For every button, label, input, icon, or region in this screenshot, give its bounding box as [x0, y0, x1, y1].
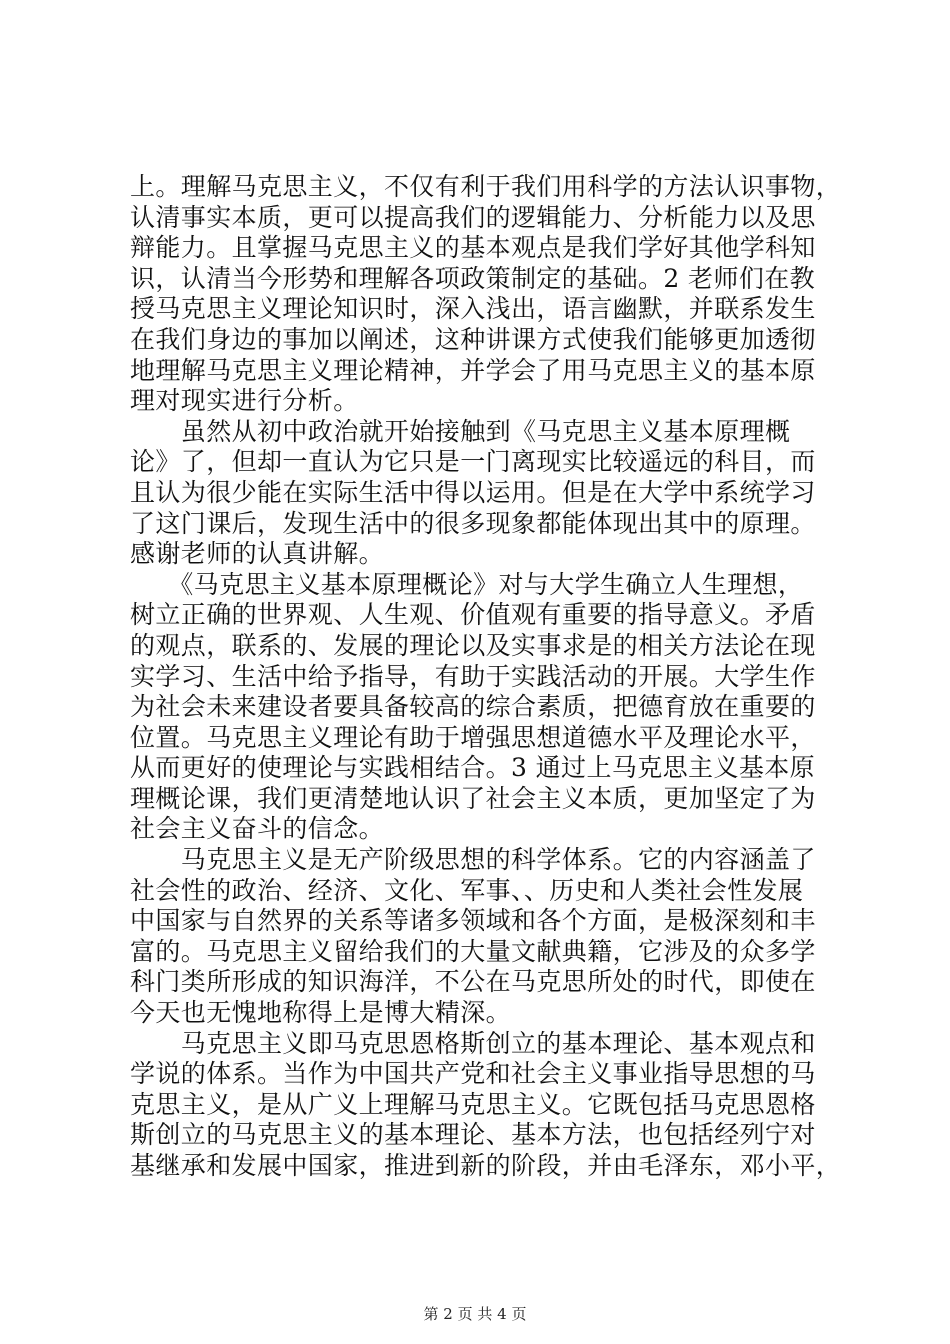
text-line: 社会主义奋斗的信念。	[130, 814, 385, 844]
text-line: 基继承和发展中国家，推进到新的阶段，并由毛泽东，邓小平，	[130, 1151, 842, 1180]
text-line: 马克思主义即马克思恩格斯创立的基本理论、基本观点和	[130, 1028, 816, 1058]
text-line: 实学习、生活中给予指导，有助于实践活动的开展。大学生作	[130, 661, 816, 691]
text-line: 位置。马克思主义理论有助于增强思想道德水平及理论水平，	[130, 722, 816, 752]
text-line: 从而更好的使理论与实践相结合。3 通过上马克思主义基本原	[130, 753, 816, 783]
page-footer	[0, 1304, 950, 1324]
text-line: 在我们身边的事加以阐述，这种讲课方式使我们能够更加透彻	[130, 324, 816, 354]
text-line: 论》了，但却一直认为它只是一门离现实比较遥远的科目，而	[130, 447, 816, 477]
text-line: 地理解马克思主义理论精神，并学会了用马克思主义的基本原	[130, 355, 816, 385]
text-line: 授马克思主义理论知识时，深入浅出，语言幽默，并联系发生	[130, 294, 816, 324]
text-line: 斯创立的马克思主义的基本理论、基本方法，也包括经列宁对	[130, 1120, 816, 1150]
text-line: 为社会未来建设者要具备较高的综合素质，把德育放在重要的	[130, 692, 816, 722]
text-line: 《马克思主义基本原理概论》对与大学生确立人生理想，	[130, 569, 804, 599]
page-number: 第 2 页 共 4 页	[423, 1305, 527, 1323]
text-line: 学说的体系。当作为中国共产党和社会主义事业指导思想的马	[130, 1059, 816, 1089]
text-line: 富的。马克思主义留给我们的大量文献典籍，它涉及的众多学	[130, 936, 816, 966]
text-line: 了这门课后，发现生活中的很多现象都能体现出其中的原理。	[130, 508, 816, 538]
text-line: 虽然从初中政治就开始接触到《马克思主义基本原理概	[130, 416, 791, 446]
text-line: 的观点，联系的、发展的理论以及实事求是的相关方法论在现	[130, 630, 816, 660]
text-line: 中国家与自然界的关系等诸多领域和各个方面，是极深刻和丰	[130, 906, 816, 936]
text-line: 社会性的政治、经济、文化、军事、、历史和人类社会性发展	[130, 875, 804, 905]
text-line: 感谢老师的认真讲解。	[130, 539, 385, 569]
text-line: 理概论课，我们更清楚地认识了社会主义本质，更加坚定了为	[130, 783, 816, 813]
text-line: 马克思主义是无产阶级思想的科学体系。它的内容涵盖了	[130, 845, 816, 875]
text-line: 识，认清当今形势和理解各项政策制定的基础。2 老师们在教	[130, 263, 816, 293]
text-line: 树立正确的世界观、人生观、价值观有重要的指导意义。矛盾	[130, 600, 816, 630]
text-line: 辩能力。且掌握马克思主义的基本观点是我们学好其他学科知	[130, 233, 816, 263]
text-line: 今天也无愧地称得上是博大精深。	[130, 998, 512, 1028]
text-line: 且认为很少能在实际生活中得以运用。但是在大学中系统学习	[130, 477, 816, 507]
text-line: 认清事实本质，更可以提高我们的逻辑能力、分析能力以及思	[130, 202, 816, 232]
body-text	[130, 172, 842, 1182]
text-line: 克思主义，是从广义上理解马克思主义。它既包括马克思恩格	[130, 1089, 816, 1119]
text-line: 理对现实进行分析。	[130, 386, 359, 416]
text-line: 上。理解马克思主义，不仅有利于我们用科学的方法认识事物，	[130, 172, 842, 201]
text-line: 科门类所形成的知识海洋，不公在马克思所处的时代，即使在	[130, 967, 816, 997]
